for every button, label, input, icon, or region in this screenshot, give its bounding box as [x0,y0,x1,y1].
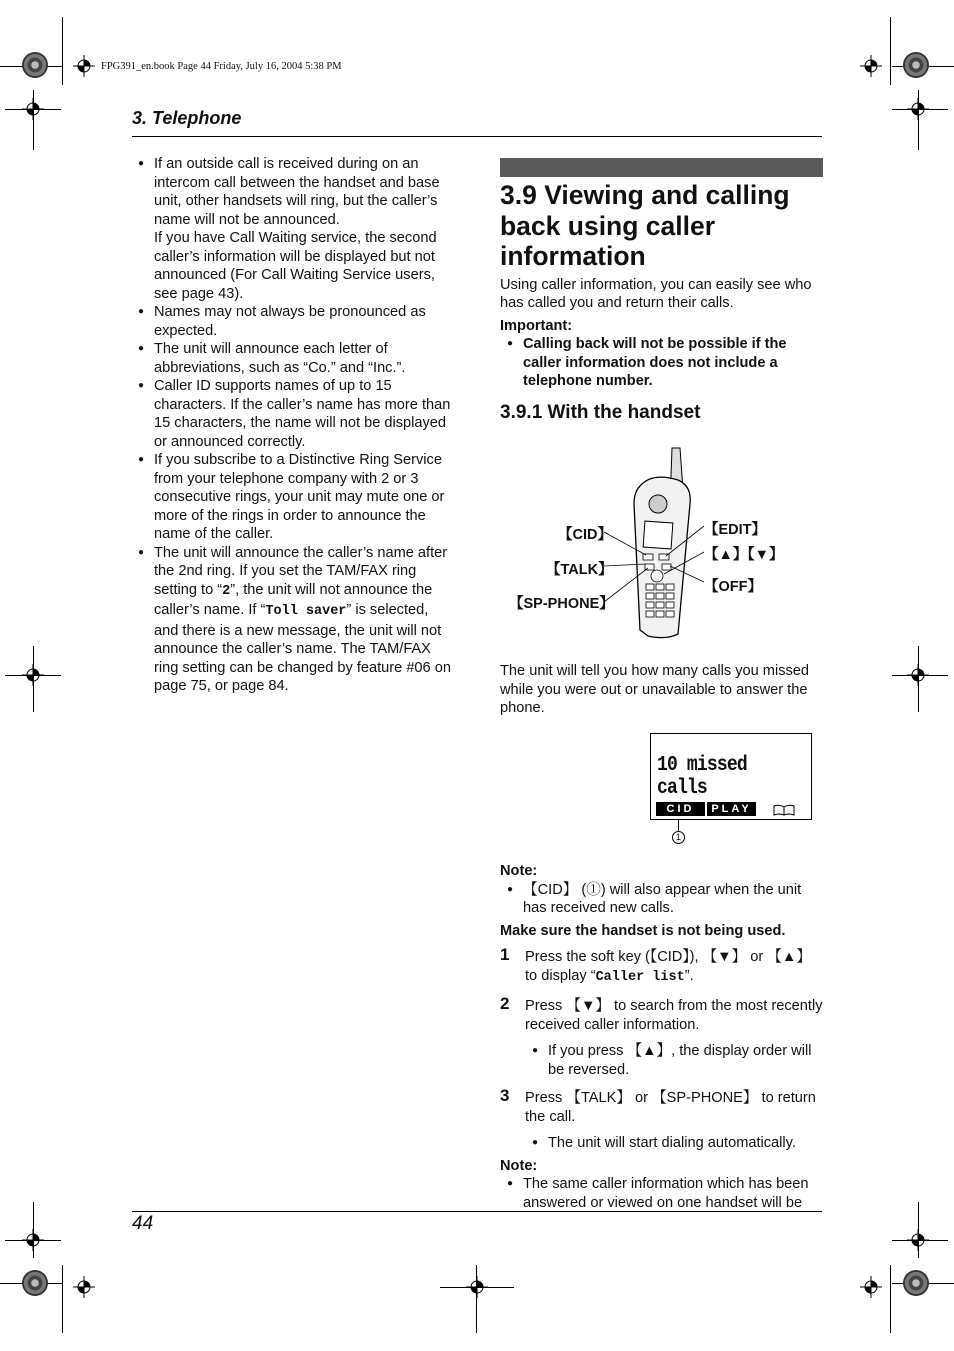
step-text: ”. [684,967,694,984]
lcd-message: 10 missed calls [657,754,747,800]
list-item: ● The unit will start dialing automatically. [532,1134,823,1153]
bullet-text: If an outside call is received during on an intercom call between the handset and base unit, other handsets will ring, but the caller’s name will not be announced. [154,156,440,228]
list-item: ● The unit will announce each letter of abbreviations, such as “Co.” and “Inc.”. [138,340,454,377]
registration-target-icon [903,1270,929,1296]
registration-target-icon [903,52,929,78]
display-code: Caller list [595,969,685,985]
list-item: ● 【CID】 (①) will also appear when the unit has received new calls. [507,881,823,918]
setting-code: Toll saver [265,604,347,619]
step-text: Press 【▼】 to search from the most recently received caller information. [525,998,823,1033]
important-list [507,335,823,391]
crosshair-icon [22,98,44,120]
off-key-label: 【OFF】 [704,579,762,595]
handset-illustration [600,444,710,640]
list-item: ● Caller ID supports names of up to 15 characters. If the caller’s name has more than 15 characters, the name will not be displayed or announced correctly. [138,377,454,451]
step-item [500,945,823,987]
note-list [507,881,823,918]
step-number: 3 [500,1086,510,1105]
steps-list [500,945,823,1153]
footer-rule [132,1211,822,1212]
note-label: Note: [500,1157,538,1174]
bullet-continuation: If you have Call Waiting service, the second caller’s information will be displayed but not announced (For Call Waiting Service users, see page 43). [154,230,437,302]
steps-block [500,862,823,1212]
step-number: 2 [500,994,510,1013]
header-rule [132,136,822,137]
crosshair-icon [73,1276,95,1298]
section-title: 3.9 Viewing and calling back using caller information [500,180,790,271]
list-item [138,544,454,696]
crosshair-icon [907,1229,929,1251]
step-text: Press 【TALK】 or 【SP-PHONE】 to return the call. [525,1090,816,1125]
page-number: 44 [132,1213,154,1234]
left-bullet-list [138,155,454,696]
make-sure-text: Make sure the handset is not being used. [500,922,786,939]
cid-key-label: 【CID】 [558,527,612,543]
callout-number: 1 [672,831,685,844]
important-label: Important: [500,317,573,334]
note-label: Note: [500,863,538,879]
crosshair-icon [907,664,929,686]
crosshair-icon [73,55,95,77]
crosshair-icon [860,1276,882,1298]
crosshair-icon [466,1276,488,1298]
lcd-display [650,733,812,820]
section-label: 3. Telephone [132,108,242,128]
list-item: ● Calling back will not be possible if the caller information does not include a telephone number. [507,335,823,391]
list-item: ● If you subscribe to a Distinctive Ring Service from your telephone company with 2 or 3 consecutive rings, your unit may mute one or more of the rings in order to announce the name of the caller. [138,451,454,544]
lcd-cid-tag: CID [656,802,705,816]
book-info: FPG391_en.book Page 44 Friday, July 16, 2004 5:38 PM [101,61,342,72]
subsection-title: 3.9.1 With the handset [500,401,701,423]
title-bar [500,158,823,177]
setting-code: 2 [222,583,231,599]
list-item: ● The same caller information which has been answered or viewed on one handset will be [507,1175,823,1212]
bullet-text: ” is selected, and there is a new message, the unit will not announce the caller’s name. The TAM/FAX ring setting can be changed by feature #06 on page 75, or page 84. [154,602,451,694]
lcd-play-tag: PLAY [707,802,756,816]
step-number: 1 [500,945,510,964]
intro-text: Using caller information, you can easily see who has called you and return their calls. [500,276,812,311]
bullet-text: The unit will announce the caller’s name after the 2nd ring. If you set the TAM/FAX ring setting to “ [154,544,448,598]
left-column [138,155,454,696]
crosshair-icon [22,1229,44,1251]
step-item [500,1086,823,1153]
crosshair-icon [907,98,929,120]
crosshair-icon [22,664,44,686]
step-item [500,994,823,1079]
step-bullets [532,1042,823,1079]
step-bullets [532,1134,823,1153]
navigator-key-label: 【▲】【▼】 [704,547,784,563]
talk-key-label: 【TALK】 [546,562,613,578]
missed-calls-text: The unit will tell you how many calls you missed while you were out or unavailable to answer the phone. [500,663,810,716]
edit-key-label: 【EDIT】 [704,522,767,538]
registration-target-icon [22,1270,48,1296]
step-text: Press the soft key (【CID】), 【▼】 or 【▲】 to display “ [525,949,811,984]
note-list [507,1175,823,1212]
list-item: ● Names may not always be pronounced as expected. [138,303,454,340]
crosshair-icon [860,55,882,77]
sp-phone-key-label: 【SP-PHONE】 [509,596,614,612]
right-column [500,158,823,422]
list-item: ● If you press 【▲】, the display order will be reversed. [532,1042,823,1079]
phonebook-icon [773,804,795,816]
list-item [138,155,454,303]
registration-target-icon [22,52,48,78]
bullet-text: ”, the unit will not announce the caller’s name. If “ [154,581,433,618]
callout-line [678,819,679,831]
